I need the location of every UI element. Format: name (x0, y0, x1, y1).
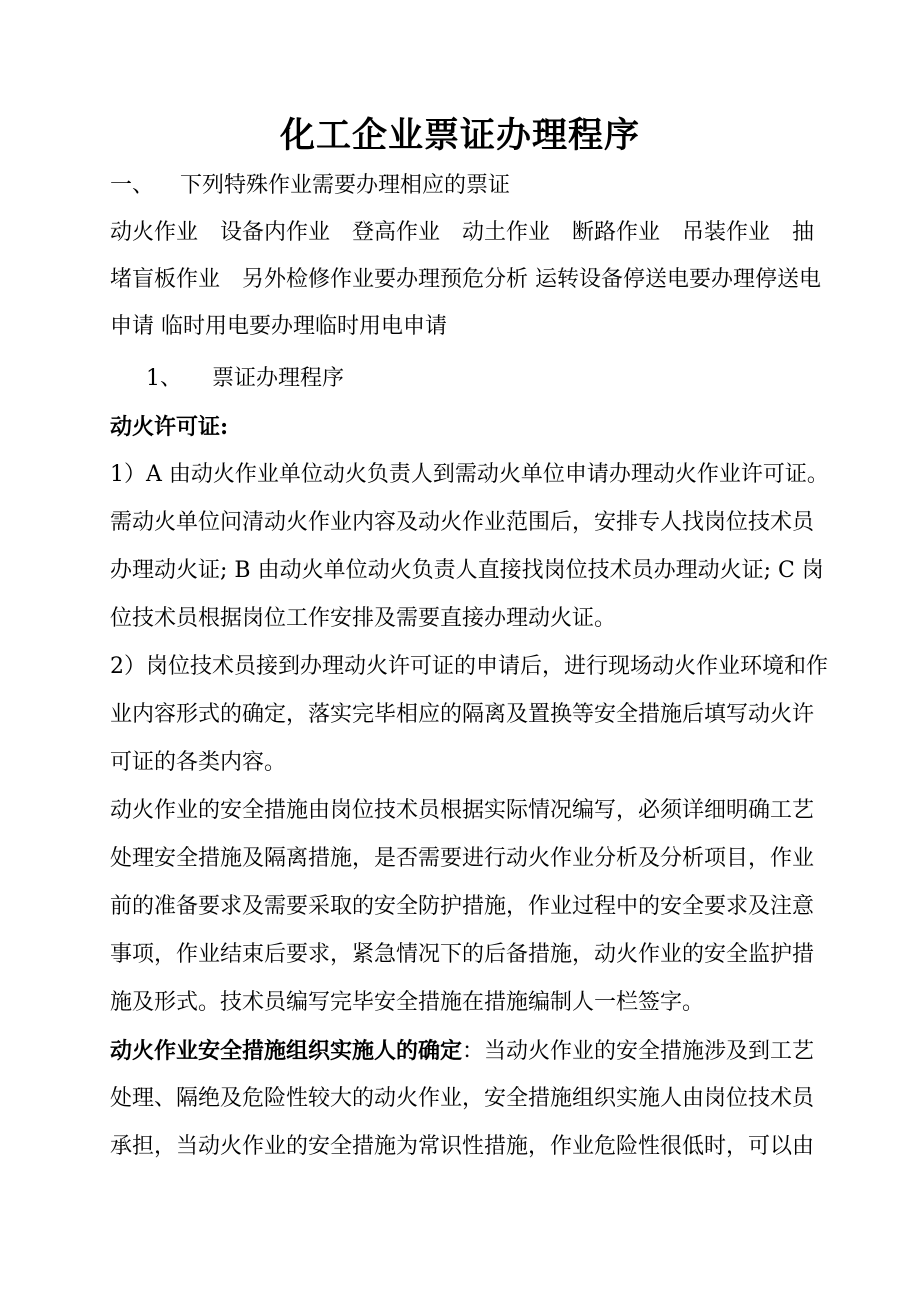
section-one-heading (110, 171, 812, 201)
section-one-number: 一、 (110, 173, 155, 198)
paragraph-line: 1）A 由动火作业单位动火负责人到需动火单位申请办理动火作业许可证。 (110, 462, 829, 487)
subsection-number: 1、 (146, 366, 182, 391)
subsection-heading (146, 364, 746, 394)
paragraph-line (110, 1036, 815, 1067)
paragraph-line: 处理、隔绝及危险性较大的动火作业，安全措施组织实施人由岗位技术员 (110, 1086, 815, 1111)
paragraph-line: 承担，当动火作业的安全措施为常识性措施，作业危险性很低时，可以由 (110, 1134, 815, 1159)
paragraph-line: 事项，作业结束后要求，紧急情况下的后备措施，动火作业的安全监护措 (110, 942, 815, 967)
document-title: 化工企业票证办理程序 (279, 115, 640, 156)
section-one-title: 下列特殊作业需要办理相应的票证 (180, 173, 511, 198)
subsection-title: 票证办理程序 (212, 366, 345, 391)
safety-organizer-heading: 动火作业安全措施组织实施人的确定 (110, 1038, 463, 1064)
paragraph-line: 施及形式。技术员编写完毕安全措施在措施编制人一栏签字。 (110, 990, 705, 1015)
paragraph-line: 位技术员根据岗位工作安排及需要直接办理动火证。 (110, 606, 617, 631)
paragraph-line: 前的准备要求及需要采取的安全防护措施，作业过程中的安全要求及注意 (110, 894, 815, 919)
paragraph-line: 动火作业的安全措施由岗位技术员根据实际情况编写，必须详细明确工艺 (110, 798, 815, 823)
fire-permit-heading: 动火许可证: (110, 414, 229, 440)
jobs-line: 动火作业 设备内作业 登高作业 动土作业 断路作业 吊装作业 抽 (110, 220, 815, 245)
jobs-line: 申请 临时用电要办理临时用电申请 (110, 314, 447, 339)
paragraph-line: 业内容形式的确定，落实完毕相应的隔离及置换等安全措施后填写动火许 (110, 702, 815, 727)
jobs-line: 堵盲板作业 另外检修作业要办理预危分析 运转设备停送电要办理停送电 (110, 267, 821, 292)
paragraph-line: 2）岗位技术员接到办理动火许可证的申请后，进行现场动火作业环境和作 (110, 654, 828, 679)
paragraph-text: ：当动火作业的安全措施涉及到工艺 (462, 1039, 815, 1064)
paragraph-line: 需动火单位问清动火作业内容及动火作业范围后，安排专人找岗位技术员 (110, 510, 815, 535)
paragraph-line: 办理动火证; B 由动火单位动火负责人直接找岗位技术员办理动火证; C 岗 (110, 558, 824, 583)
paragraph-line: 处理安全措施及隔离措施，是否需要进行动火作业分析及分析项目，作业 (110, 846, 815, 871)
paragraph-line: 可证的各类内容。 (110, 750, 287, 775)
